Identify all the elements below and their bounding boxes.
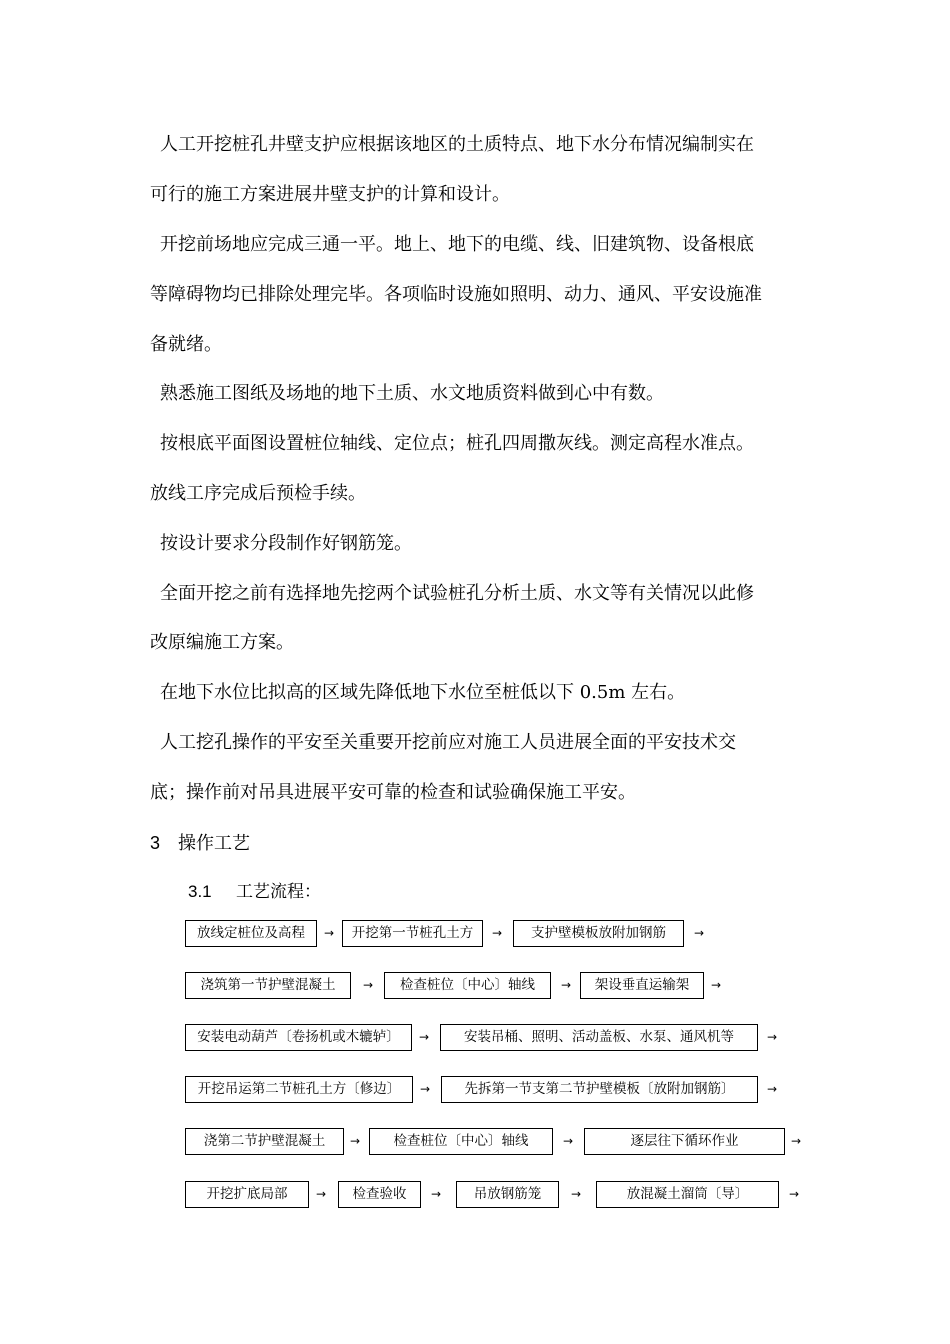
flow-arrow-3-2: → (767, 1030, 778, 1044)
paragraph-7-line-1: 在地下水位比拟高的区域先降低地下水位至桩低以下 0.5m 左右。 (160, 682, 686, 703)
paragraph-2-line-3: 备就绪。 (150, 334, 222, 355)
flow-step-2-2: 检查桩位〔中心〕轴线 (384, 972, 551, 999)
flow-arrow-2-3: → (711, 978, 722, 992)
flow-step-6-3: 吊放钢筋笼 (456, 1181, 559, 1208)
flow-step-1-1: 放线定桩位及高程 (185, 920, 317, 947)
flow-arrow-1-1: → (324, 926, 335, 940)
flow-step-3-2: 安装吊桶、照明、活动盖板、水泵、通风机等 (440, 1024, 758, 1051)
paragraph-3-line-1: 熟悉施工图纸及场地的地下土质、水文地质资料做到心中有数。 (160, 383, 664, 404)
flow-arrow-6-1: → (316, 1187, 327, 1201)
flow-arrow-2-2: → (561, 978, 572, 992)
flow-step-4-2: 先拆第一节支第二节护壁模板〔放附加钢筋〕 (441, 1076, 758, 1103)
flow-step-2-1: 浇筑第一节护壁混凝土 (185, 972, 351, 999)
section-number: 3 (150, 833, 161, 853)
flow-step-5-1: 浇第二节护壁混凝土 (185, 1128, 344, 1155)
flow-step-1-3: 支护壁模板放附加钢筋 (513, 920, 684, 947)
paragraph-1-line-1: 人工开挖桩孔井壁支护应根据该地区的土质特点、地下水分布情况编制实在 (160, 134, 754, 155)
subsection-number: 3.1 (188, 882, 212, 901)
flow-arrow-4-2: → (767, 1082, 778, 1096)
flow-step-1-2: 开挖第一节桩孔土方 (342, 920, 483, 947)
flow-arrow-1-2: → (492, 926, 503, 940)
paragraph-8-line-1: 人工挖孔操作的平安至关重要开挖前应对施工人员进展全面的平安技术交 (160, 732, 736, 753)
flow-step-2-3: 架设垂直运输架 (580, 972, 704, 999)
flow-step-3-1: 安装电动葫芦〔卷扬机或木辘轳〕 (185, 1024, 412, 1051)
paragraph-8-line-2: 底；操作前对吊具进展平安可靠的检查和试验确保施工平安。 (150, 782, 636, 803)
flow-step-5-3: 逐层往下循环作业 (584, 1128, 785, 1155)
subsection-title: 工艺流程： (236, 882, 321, 902)
paragraph-1-line-2: 可行的施工方案进展井壁支护的计算和设计。 (150, 184, 510, 205)
paragraph-6-line-1: 全面开挖之前有选择地先挖两个试验桩孔分析土质、水文等有关情况以此修 (160, 583, 754, 604)
paragraph-4-line-1: 按根底平面图设置桩位轴线、定位点；桩孔四周撒灰线。测定高程水准点。 (160, 433, 754, 454)
flow-step-6-1: 开挖扩底局部 (185, 1181, 309, 1208)
flow-arrow-6-4: → (789, 1187, 800, 1201)
flow-arrow-5-1: → (350, 1134, 361, 1148)
flow-arrow-6-3: → (571, 1187, 582, 1201)
flow-step-6-2: 检查验收 (338, 1181, 421, 1208)
flow-arrow-5-2: → (563, 1134, 574, 1148)
flow-arrow-5-3: → (791, 1134, 802, 1148)
paragraph-2-line-1: 开挖前场地应完成三通一平。地上、地下的电缆、线、旧建筑物、设备根底 (160, 234, 754, 255)
flow-arrow-6-2: → (431, 1187, 442, 1201)
paragraph-4-line-2: 放线工序完成后预检手续。 (150, 483, 366, 504)
flow-arrow-1-3: → (694, 926, 705, 940)
flow-step-5-2: 检查桩位〔中心〕轴线 (369, 1128, 553, 1155)
flow-step-6-4: 放混凝土溜筒〔导〕 (596, 1181, 779, 1208)
flow-arrow-3-1: → (419, 1030, 430, 1044)
paragraph-5-line-1: 按设计要求分段制作好钢筋笼。 (160, 533, 412, 554)
flow-arrow-2-1: → (363, 978, 374, 992)
paragraph-2-line-2: 等障碍物均已排除处理完毕。各项临时设施如照明、动力、通风、平安设施准 (150, 284, 762, 305)
flow-step-4-1: 开挖吊运第二节桩孔土方〔修边〕 (185, 1076, 413, 1103)
flow-arrow-4-1: → (420, 1082, 431, 1096)
section-title: 操作工艺 (178, 833, 250, 853)
paragraph-6-line-2: 改原编施工方案。 (150, 632, 294, 653)
